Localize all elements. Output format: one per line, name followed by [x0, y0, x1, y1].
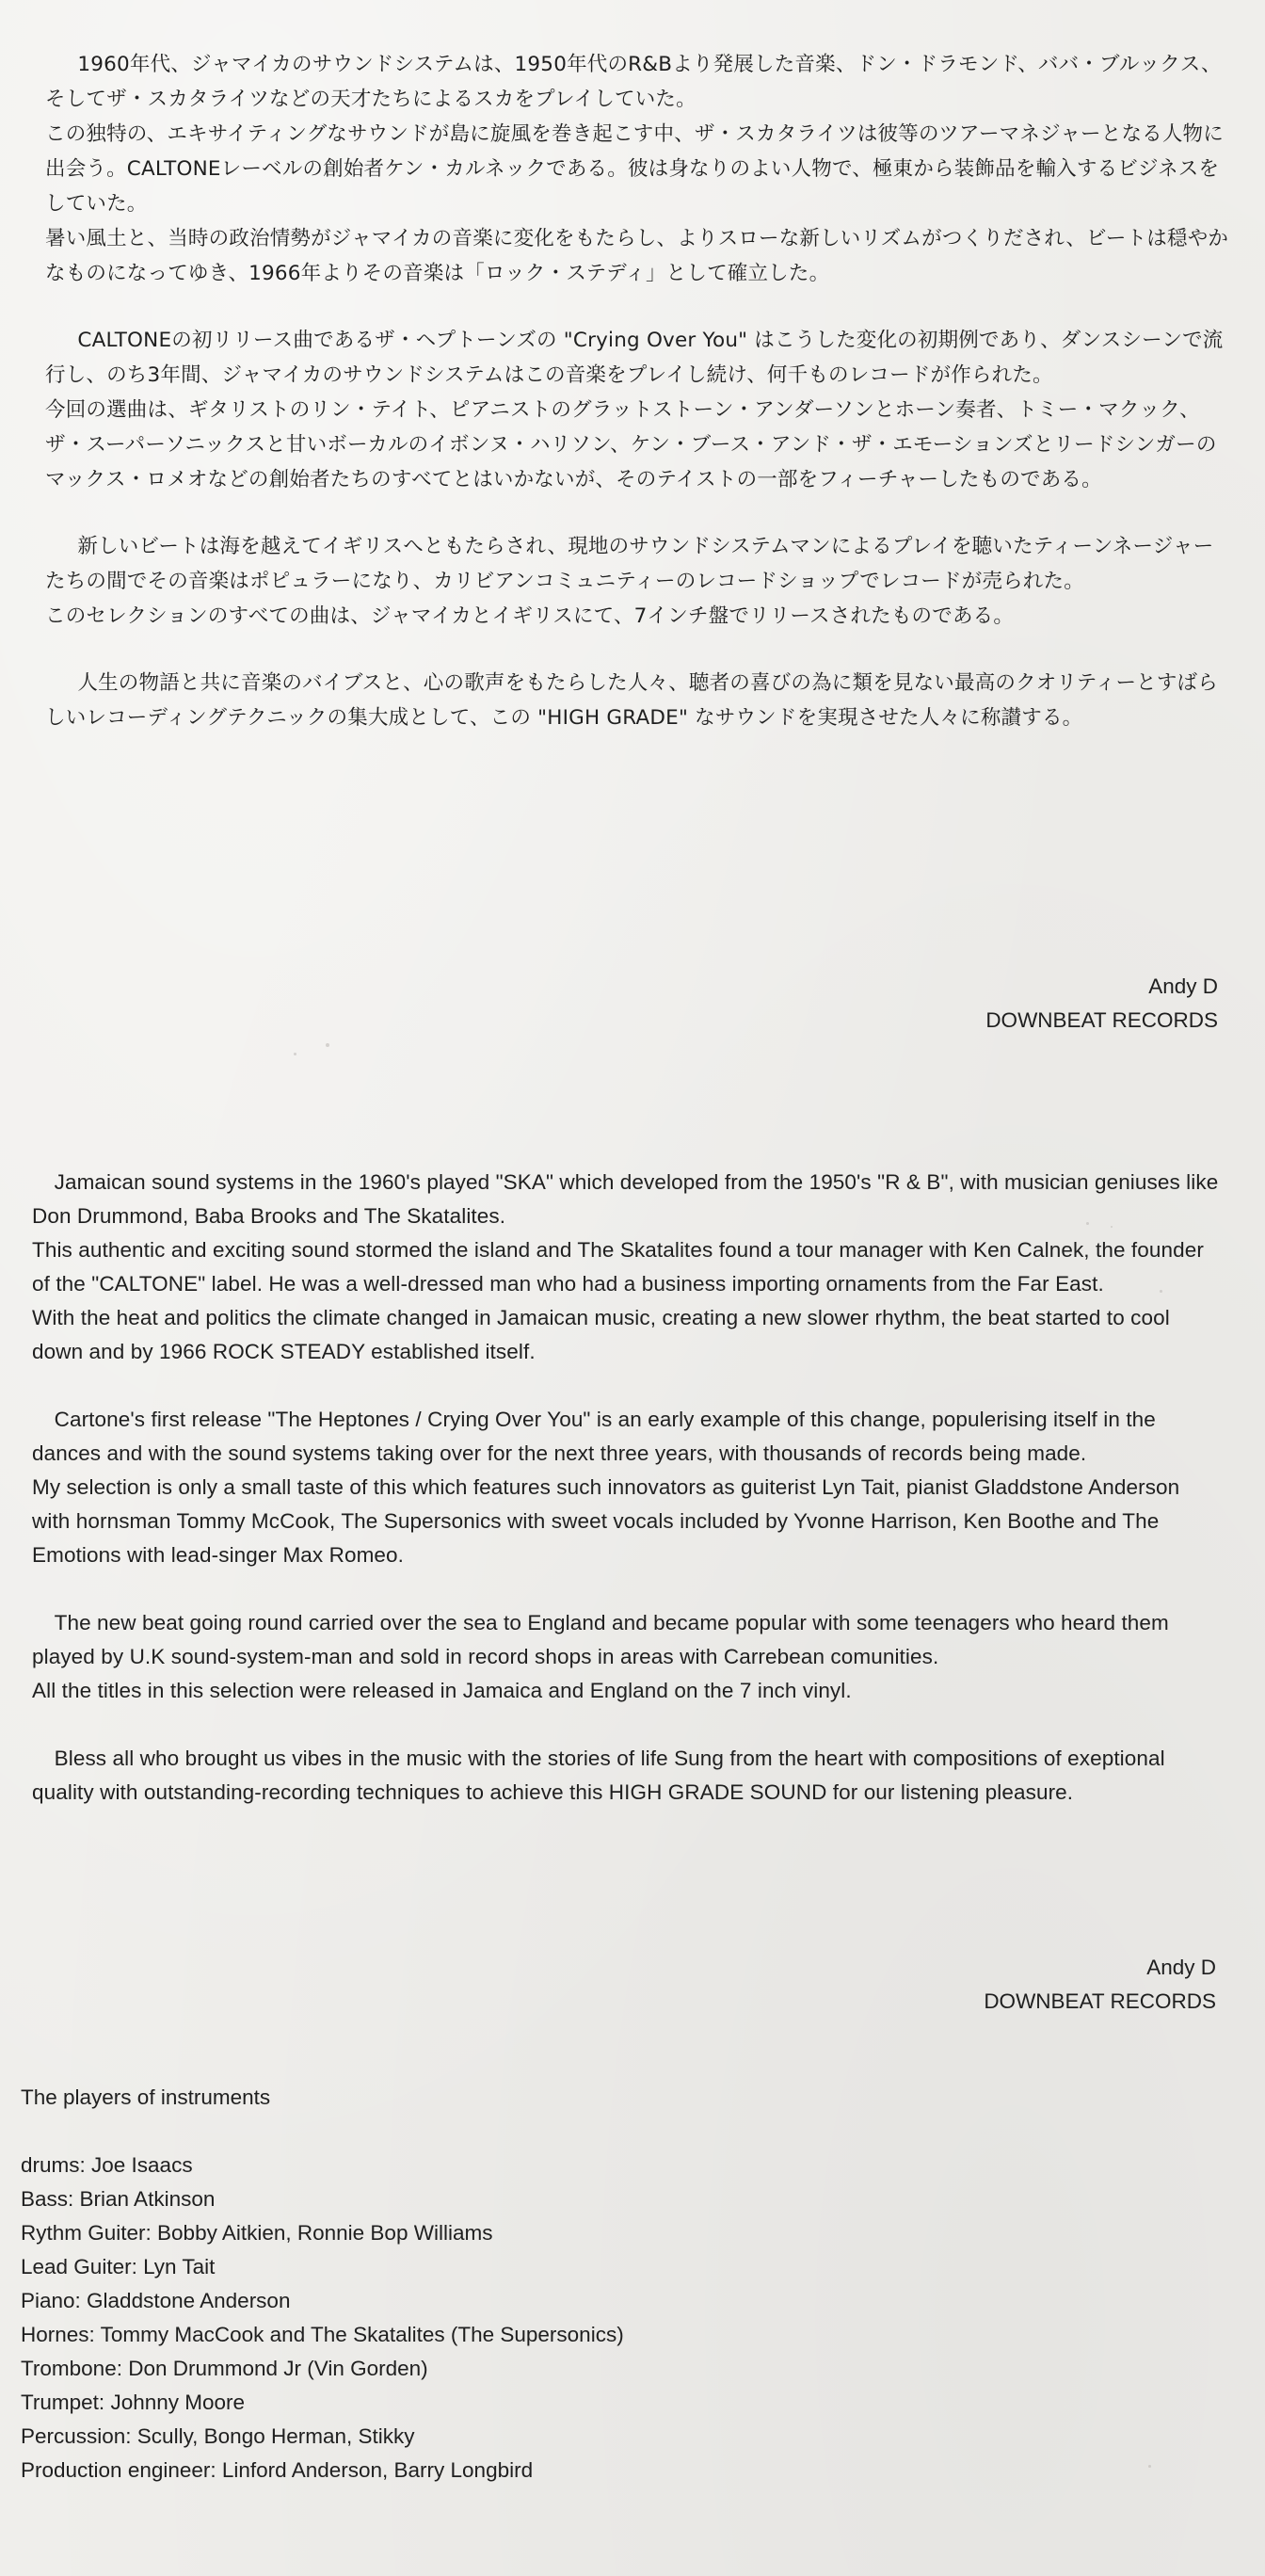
en-signature-name: Andy D — [1146, 1956, 1216, 1979]
en-paragraph: My selection is only a small taste of this which features such innovators as guiterist Lyn Tait, pianist Gladdstone Anderson with hornsman Tommy McCook, The Supersonics with sweet vocals included by Yvonne Harrison, Ken Boothe and The Emotions with lead-singer Max Romeo. — [32, 1475, 1180, 1567]
jp-paragraph: 1960年代、ジャマイカのサウンドシステムは、1950年代のR&Bより発展した音楽、ドン・ドラモンド、ババ・ブルックス、そしてザ・スカタライツなどの天才たちによるスカをプレイしていた。 — [45, 53, 1222, 111]
jp-signature — [985, 970, 1218, 1038]
paper-speck — [1086, 1222, 1089, 1225]
paper-speck — [1148, 2465, 1151, 2468]
credit-line: Hornes: Tommy MacCook and The Skatalites (The Supersonics) — [21, 2323, 624, 2346]
japanese-notes — [45, 47, 1231, 735]
jp-paragraph: 新しいビートは海を越えてイギリスへともたらされ、現地のサウンドシステムマンによるプレイを聴いたティーンネージャーたちの間でその音楽はポピュラーになり、カリビアンコミュニティーのレコードショップでレコードが売られた。 — [45, 535, 1214, 593]
en-paragraph: With the heat and politics the climate changed in Jamaican music, creating a new slower rhythm, the beat started to cool down and by 1966 ROCK STEADY established itself. — [32, 1306, 1170, 1363]
credit-line: Rythm Guiter: Bobby Aitkien, Ronnie Bop Williams — [21, 2221, 493, 2245]
paper-speck — [1160, 1290, 1162, 1293]
credit-line: Percussion: Scully, Bongo Herman, Stikky — [21, 2424, 415, 2448]
credit-line: Trumpet: Johnny Moore — [21, 2391, 246, 2414]
jp-paragraph: 今回の選曲は、ギタリストのリン・テイト、ピアニストのグラットストーン・アンダーソンとホーン奏者、トミー・マクック、ザ・スーパーソニックスと甘いボーカルのイボンヌ・ハリソン、ケン・ブース・アンド・ザ・エモーションズとリードシンガーのマックス・ロメオなどの創始者たちのすべてとはいかないが、そのテイストの一部をフィーチャーしたものである。 — [45, 398, 1217, 491]
english-notes — [32, 1166, 1220, 1810]
paper-speck — [326, 1043, 329, 1047]
paper-speck — [1111, 1226, 1113, 1228]
jp-signature-label: DOWNBEAT RECORDS — [985, 1008, 1218, 1032]
credit-line: Bass: Brian Atkinson — [21, 2187, 216, 2211]
players-heading: The players of instruments — [21, 2085, 271, 2109]
jp-paragraph: CALTONEの初リリース曲であるザ・ヘプトーンズの "Crying Over You" はこうした変化の初期例であり、ダンスシーンで流行し、のち3年間、ジャマイカのサウンドシステムはこの音楽をプレイし続け、何千ものレコードが作られた。 — [45, 329, 1224, 387]
paper-speck — [294, 1053, 296, 1055]
en-paragraph: The new beat going round carried over the sea to England and became popular with some teenagers who heard them played by U.K sound-system-man and sold in record shops in areas with Carrebean comunities. — [32, 1611, 1169, 1668]
jp-paragraph: 人生の物語と共に音楽のバイブスと、心の歌声をもたらした人々、聴者の喜びの為に類を見ない最高のクオリティーとすばらしいレコーディングテクニックの集大成として、この "HIGH GRADE" なサウンドを実現させた人々に称讃する。 — [45, 671, 1218, 730]
en-paragraph: Cartone's first release "The Heptones / Crying Over You" is an early example of this change, populerising itself in the dances and with the sound systems taking over for the next three years, with thousands of records being made. — [32, 1408, 1156, 1465]
en-signature-label: DOWNBEAT RECORDS — [984, 1989, 1216, 2013]
players-list — [21, 2081, 868, 2487]
en-paragraph: All the titles in this selection were released in Jamaica and England on the 7 inch vinyl. — [32, 1679, 852, 1702]
jp-signature-name: Andy D — [1148, 974, 1218, 998]
jp-paragraph: この独特の、エキサイティングなサウンドが島に旋風を巻き起こす中、ザ・スカタライツは彼等のツアーマネジャーとなる人物に出会う。CALTONEレーベルの創始者ケン・カルネックである。彼は身なりのよい人物で、極東から装飾品を輸入するビジネスをしていた。 — [45, 122, 1224, 216]
en-paragraph: Bless all who brought us vibes in the music with the stories of life Sung from the heart with compositions of exeptional quality with outstanding-recording techniques to achieve this HIGH GRADE SOUND for our listening pleasure. — [32, 1747, 1165, 1804]
credit-line: Lead Guiter: Lyn Tait — [21, 2255, 216, 2278]
en-paragraph: Jamaican sound systems in the 1960's played "SKA" which developed from the 1950's "R & B", with musician geniuses like Don Drummond, Baba Brooks and The Skatalites. — [32, 1170, 1219, 1228]
jp-paragraph: このセレクションのすべての曲は、ジャマイカとイギリスにて、7インチ盤でリリースされたものである。 — [45, 604, 1015, 628]
jp-paragraph: 暑い風土と、当時の政治情勢がジャマイカの音楽に変化をもたらし、よりスローな新しいリズムがつくりだされ、ビートは穏やかなものになってゆき、1966年よりその音楽は「ロック・ステディ」として確立した。 — [45, 227, 1229, 285]
en-paragraph: This authentic and exciting sound stormed the island and The Skatalites found a tour manager with Ken Calnek, the founder of the "CALTONE" label. He was a well-dressed man who had a business importing ornaments from the Far East. — [32, 1238, 1204, 1296]
en-signature — [984, 1951, 1216, 2019]
credit-line: Trombone: Don Drummond Jr (Vin Gorden) — [21, 2357, 428, 2380]
credit-line: Production engineer: Linford Anderson, Barry Longbird — [21, 2458, 534, 2482]
credit-line: drums: Joe Isaacs — [21, 2153, 193, 2177]
credit-line: Piano: Gladdstone Anderson — [21, 2289, 291, 2312]
